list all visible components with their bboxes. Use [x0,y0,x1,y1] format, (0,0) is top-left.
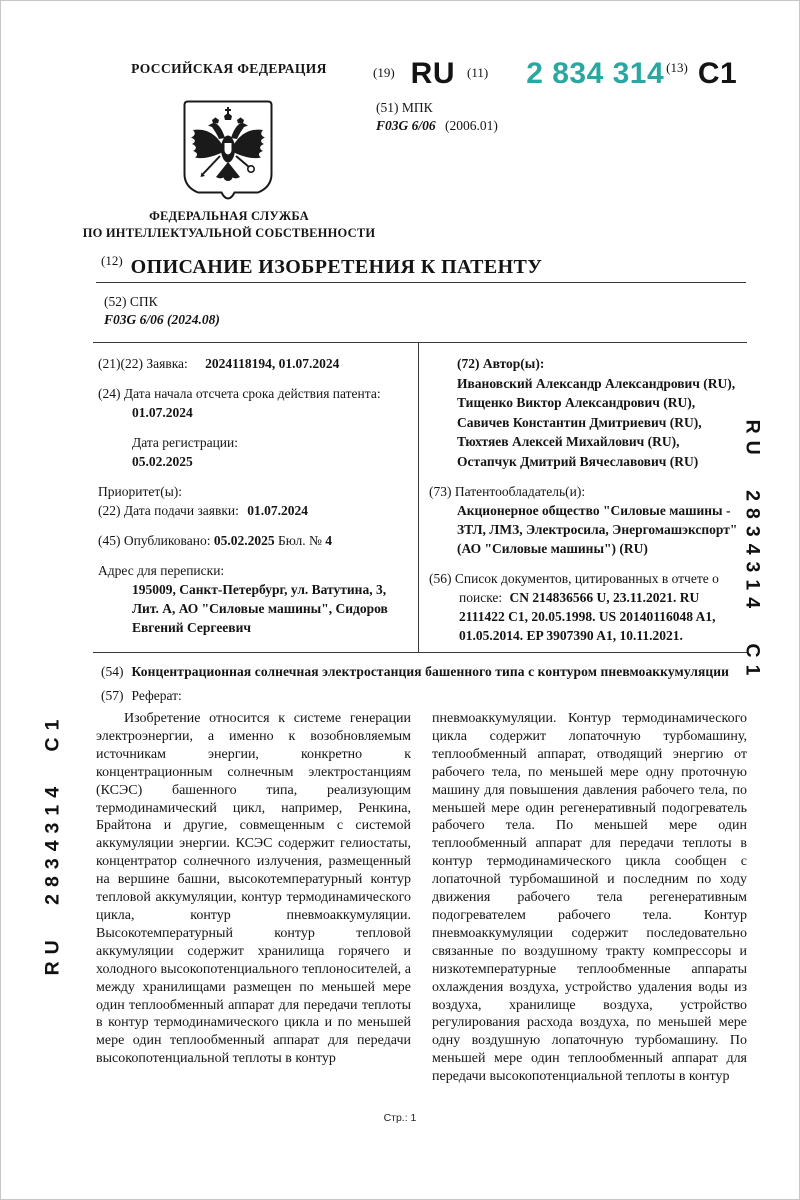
start-date-row [98,384,406,422]
authors-row [429,354,745,471]
author-item: Тюхтяев Алексей Михайлович (RU), [457,434,680,449]
publication-code-row [373,58,737,90]
abstract-body [96,710,747,1086]
author-item: Остапчук Дмитрий Вячеславович (RU) [457,453,699,469]
author-item: Ивановский Александр Александрович (RU), [457,375,736,391]
published-row [98,531,406,550]
address-row [98,561,406,637]
sidebar-right-patent-number: RU 2834314 C1 [741,419,764,683]
citations-label: (56) Список документов, цитированных в отчете о поиске: [429,571,719,605]
publication-number: 2 834 314 [526,57,665,90]
start-date-value: 01.07.2024 [132,405,193,420]
ipc-block [376,99,498,135]
code-57-label: (57) [101,688,124,703]
abstract-text-left: Изобретение относится к системе генерации электроэнергии, а именно к возобновляемым источникам энергии, конкретно к концентрационным солнечным электростанциям (КСЭС) башенного типа, реализующим термодинамический цикл, например, Ренкина, Брайтона и другие, совмещенным с системой аккумуляции энергии. КСЭС содержит гелиостаты, концентратор солнечного излучения, размещенный на вершине башни, высокотемпературный контур тепловой аккумуляции, контур термодинамического цикла, контур пневмоаккумуляции. Высокотемпературный контур тепловой аккумуляции содержит хранилища горячего и холодного высокопотенциального теплоносителей, а между хранилищами размещен по меньшей мере один теплообменный аппарат для передачи теплоты в контур термодинамического цикла и по меньшей мере один теплообменный аппарат для передачи высокопотенциальной теплоты в контур [96,711,411,1067]
code-11-label: (11) [467,65,489,80]
divider [96,282,746,283]
published-bulletin-no: 4 [325,533,332,548]
filing-date-label: (22) Дата подачи заявки: [98,503,239,518]
country-name: РОССИЙСКАЯ ФЕДЕРАЦИЯ [131,61,327,76]
country-code: RU [410,57,456,90]
document-kind-title [101,253,542,279]
agency-name: ФЕДЕРАЛЬНАЯ СЛУЖБА ПО ИНТЕЛЛЕКТУАЛЬНОЙ СОБСТВЕННОСТИ [82,209,376,240]
abstract-header-row [101,688,182,704]
code-12-label: (12) [101,253,123,268]
address-label: Адрес для переписки: [98,563,225,578]
ipc-year: (2006.01) [445,118,498,133]
application-row [98,354,406,373]
abstract-text-right: пневмоаккумуляции. Контур термодинамического цикла содержит лопаточную турбомашину, теплообменный аппарат, отводящий энергию от рабочего тела, по меньшей мере одну проточную машину для повышения давления рабочего тела, по меньшей мере один регенеративный подогреватель рабочего тела. По меньшей мере один теплообменный аппарат для передачи теплоты в контур термодинамического цикла сообщен с лопаточной турбомашиной и последним по ходу движения рабочего тела регенеративным подогревателем рабочего тела. Контур пневмоаккумуляции содержит последовательно связанные по воздушному тракту компрессоры и низкотемпературные теплообменные аппараты охлаждения воздуха, устройство удаления воды из воздуха, хранилище воздуха, устройство регулирования расхода воздуха, по меньшей мере одну воздушную лопаточную турбомашину. По меньшей мере один теплообменный аппарат для передачи высокопотенциальной теплоты в контур [432,711,747,1085]
abstract-column-left [96,710,411,1086]
priority-label: Приоритет(ы): [98,484,183,499]
abstract-label: Реферат: [131,688,182,703]
patent-holder-value: Акционерное общество "Силовые машины - ЗТЛ, ЛМЗ, Электросила, Энергомашэкспорт" (АО "Силовые машины") (RU) [457,503,738,556]
cpc-label: (52) СПК [104,294,158,309]
author-item: Савичев Константин Дмитриевич (RU), [457,414,702,430]
invention-title: Концентрационная солнечная электростанция башенного типа с контуром пневмоаккумуляции [131,664,730,679]
bibliographic-table [93,342,747,653]
code-54-label: (54) [101,664,124,679]
registration-date-label: Дата регистрации: [132,435,239,450]
registration-date-row [98,433,406,471]
start-date-label: (24) Дата начала отсчета срока действия патента: [98,386,381,401]
invention-title-row [101,664,749,680]
registration-date-value: 05.02.2025 [132,454,193,469]
biblio-right-column [418,343,747,652]
patent-holder-row [429,482,745,558]
author-item: Тищенко Виктор Александрович (RU), [457,395,696,410]
cpc-class: F03G 6/06 (2024.08) [104,312,220,327]
published-bulletin-prefix: Бюл. № [277,533,322,548]
doc-kind-title: ОПИСАНИЕ ИЗОБРЕТЕНИЯ К ПАТЕНТУ [130,256,543,278]
ipc-label: (51) МПК [376,100,433,115]
filing-date-value: 01.07.2024 [247,503,309,518]
priority-row [98,482,406,520]
ipc-class: F03G 6/06 [376,118,436,133]
biblio-left-column [93,343,418,652]
application-value: 2024118194, 01.07.2024 [205,356,340,371]
russia-coat-of-arms-icon [179,100,277,200]
application-label: (21)(22) Заявка: [98,356,188,371]
page-number-footer: Стр.: 1 [383,1112,417,1124]
abstract-column-right [432,710,747,1086]
code-19-label: (19) [373,65,395,80]
code-13-label: (13) [666,60,688,75]
citations-value: CN 214836566 U, 23.11.2021. RU 2111422 C1, 20.05.1998. US 20140116048 A1, 01.05.2014. EP 3907390 A1, 10.11.2021. [459,590,716,643]
citations-row [429,569,745,645]
cpc-block [104,293,220,329]
sidebar-left-patent-number: RU 2834314 C1 [41,712,64,976]
patent-holder-label: (73) Патентообладатель(и): [429,484,586,499]
published-label: (45) Опубликовано: [98,533,211,548]
kind-code: C1 [697,57,738,90]
authors-label: (72) Автор(ы): [457,356,545,371]
address-value: 195009, Санкт-Петербург, ул. Ватутина, 3, Лит. А, АО "Силовые машины", Сидоров Евгений Сергеевич [132,582,388,635]
published-date: 05.02.2025 [213,533,275,548]
